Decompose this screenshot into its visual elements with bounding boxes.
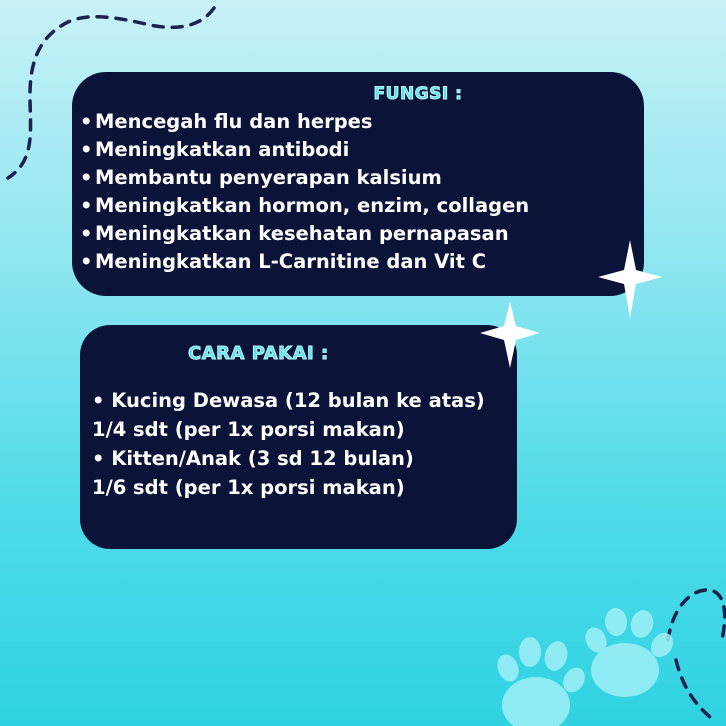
bullet-icon: • [80, 250, 93, 273]
paw-print-icon-right [581, 607, 677, 697]
bullet-icon: • [80, 222, 93, 245]
dashed-curve-decoration-bottom [668, 590, 725, 640]
dashed-curve-decoration-bottom-lower [676, 660, 716, 722]
cara-pakai-line: • Kucing Dewasa (12 bulan ke atas) [92, 389, 485, 412]
cara-pakai-line: 1/6 sdt (per 1x porsi makan) [92, 476, 405, 499]
fungsi-list [80, 108, 636, 276]
list-item: • Meningkatkan antibodi [80, 136, 636, 164]
paw-print-icon-left [494, 637, 589, 726]
list-item: • Meningkatkan kesehatan pernapasan [80, 220, 636, 248]
cara-pakai-line: • Kitten/Anak (3 sd 12 bulan) [92, 447, 414, 470]
cara-pakai-title: CARA PAKAI : [188, 343, 329, 364]
list-item: • Membantu penyerapan kalsium [80, 164, 636, 192]
bullet-icon: • [80, 166, 93, 189]
fungsi-card [72, 72, 644, 296]
list-item: • Meningkatkan L-Carnitine dan Vit C [80, 248, 636, 276]
list-item: • Mencegah flu dan herpes [80, 108, 636, 136]
fungsi-title: FUNGSI : [373, 84, 463, 104]
bullet-icon: • [80, 194, 93, 217]
cara-pakai-line: 1/4 sdt (per 1x porsi makan) [92, 418, 405, 441]
cara-pakai-card [80, 325, 517, 549]
bullet-icon: • [80, 138, 93, 161]
bullet-icon: • [80, 110, 93, 133]
list-item: • Meningkatkan hormon, enzim, collagen [80, 192, 636, 220]
